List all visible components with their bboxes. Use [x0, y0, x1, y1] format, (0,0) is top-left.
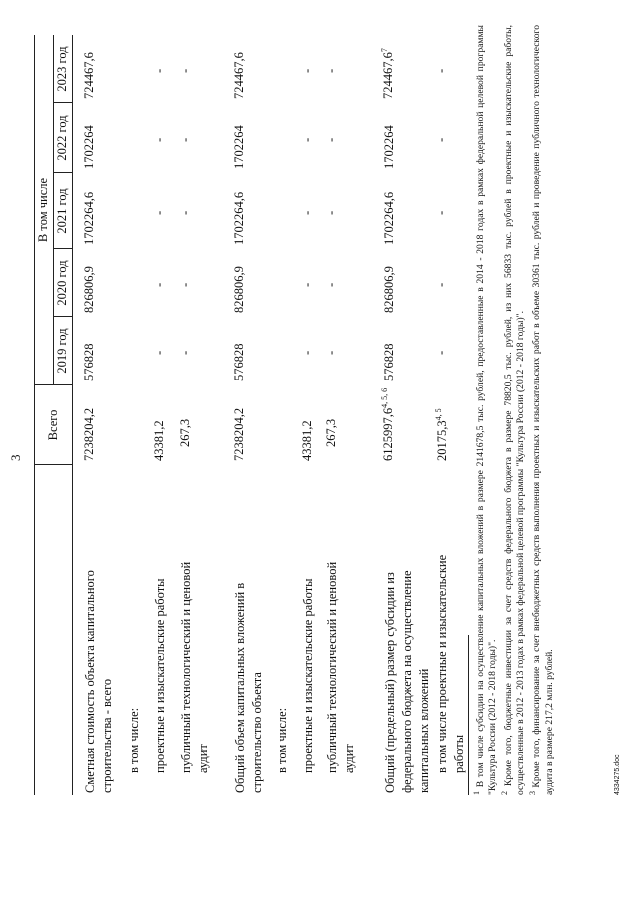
- cell: -: [324, 210, 338, 215]
- cell: 724467,6: [82, 52, 96, 99]
- cell: -: [324, 137, 338, 142]
- cell: 826806,9: [382, 266, 396, 313]
- cell-total: 20175,3$^{4, 5}$: [434, 408, 450, 461]
- cell: -: [178, 282, 192, 287]
- page-number: 3: [8, 454, 23, 461]
- document-filename: 4334275.doc: [614, 754, 621, 795]
- cell: -: [324, 350, 338, 355]
- row-label: Общий (предельный) размер субсидии из федерального бюджета на осуществление капитальных вложений: [383, 570, 431, 793]
- cell: -: [178, 137, 192, 142]
- row-label: в том числе:: [127, 707, 141, 773]
- cell: -: [152, 68, 166, 73]
- cell: 1702264,6: [82, 191, 96, 245]
- footnote: $^2$ Кроме того, бюджетные инвестиции за счет средств федерального бюджета в размере 78820,5 тыс. рублей, из них 56833 тыс. рублей в проектные и изыскательские работы, осуществленные в 2012 - 2013 годах в рамках федеральной целевой программы "Культура России (2012 - 2018 годы)".: [500, 25, 527, 795]
- cell: 576828: [382, 343, 396, 381]
- footnote: $^3$ Кроме того, финансирование за счет внебюджетных средств выполнения проектных и изыскательских работ в объеме 30361 тыс. рублей и проведение публичного технологического аудита в размере 217,2 млн. рублей.: [528, 25, 555, 795]
- cell-total: 7238204,2: [82, 407, 96, 461]
- cell: -: [300, 68, 314, 73]
- cell: -: [178, 68, 192, 73]
- cell: 826806,9: [82, 266, 96, 313]
- subheader-rule: [53, 35, 54, 385]
- header-year: 2019 год: [55, 328, 69, 374]
- cell: -: [178, 210, 192, 215]
- cell: -: [152, 350, 166, 355]
- cell: 1702264: [82, 125, 96, 169]
- cell: -: [300, 282, 314, 287]
- table-top-rule: [34, 35, 35, 795]
- row-label: Общий объем капитальных вложений в строительство объекта: [233, 582, 264, 793]
- header-year: 2021 год: [55, 188, 69, 234]
- cell: -: [434, 350, 448, 355]
- row-label: Сметная стоимость объекта капитального строительства - всего: [83, 570, 114, 793]
- cell-total: 267,3: [324, 418, 338, 447]
- row-label: проектные и изыскательские работы: [153, 578, 167, 773]
- cell: -: [178, 350, 192, 355]
- row-label: в том числе проектные и изыскательские работы: [435, 554, 466, 773]
- cell: -: [152, 210, 166, 215]
- cell: -: [152, 137, 166, 142]
- cell: -: [300, 350, 314, 355]
- header-bottom-rule: [72, 35, 73, 795]
- cell-total: 6125997,6$^{4, 5, 6}$: [380, 387, 396, 461]
- cell-total: 43381,2: [300, 420, 314, 461]
- cell: 724467,6: [232, 52, 246, 99]
- cell: -: [434, 137, 448, 142]
- cell-total: 43381,2: [152, 420, 166, 461]
- cell: 724467,6$^7$: [380, 48, 396, 99]
- footnotes: [468, 25, 556, 795]
- footnote-ref: 4, 5: [434, 408, 443, 421]
- cell: 576828: [232, 343, 246, 381]
- header-total: Всего: [46, 409, 60, 441]
- cell: 1702264: [232, 125, 246, 169]
- header-including: В том числе: [36, 177, 50, 243]
- footnote-ref: 4, 5, 6: [380, 387, 389, 408]
- cell: 1702264: [382, 125, 396, 169]
- row-label: проектные и изыскательские работы: [301, 578, 315, 773]
- header-year: 2023 год: [55, 46, 69, 92]
- header-year: 2022 год: [55, 115, 69, 161]
- footnote-ref: 7: [380, 48, 389, 53]
- cell: 576828: [82, 343, 96, 381]
- cell: -: [324, 68, 338, 73]
- cell: -: [300, 210, 314, 215]
- cell: -: [152, 282, 166, 287]
- cell: 1702264,6: [382, 191, 396, 245]
- footnote-rule: [468, 635, 469, 795]
- cell-total: 267,3: [178, 418, 192, 447]
- cell-total: 7238204,2: [232, 407, 246, 461]
- cell: -: [434, 282, 448, 287]
- cell: 1702264,6: [232, 191, 246, 245]
- row-label: в том числе:: [275, 707, 289, 773]
- cell: -: [434, 210, 448, 215]
- header-year: 2020 год: [55, 260, 69, 306]
- row-label: публичный технологический и ценовой аудит: [325, 561, 356, 773]
- cell: -: [300, 137, 314, 142]
- cell: -: [434, 68, 448, 73]
- footnote: $^1$ В том числе субсидии на осуществление капитальных вложений в размере 2141678,5 тыс. рублей, предоставленные в 2014 - 2018 годах в рамках федеральной целевой программы "Культура России (2012 - 2018 годы)".: [472, 25, 499, 795]
- cell: -: [324, 282, 338, 287]
- row-label: публичный технологический и ценовой аудит: [179, 561, 210, 773]
- cell: 826806,9: [232, 266, 246, 313]
